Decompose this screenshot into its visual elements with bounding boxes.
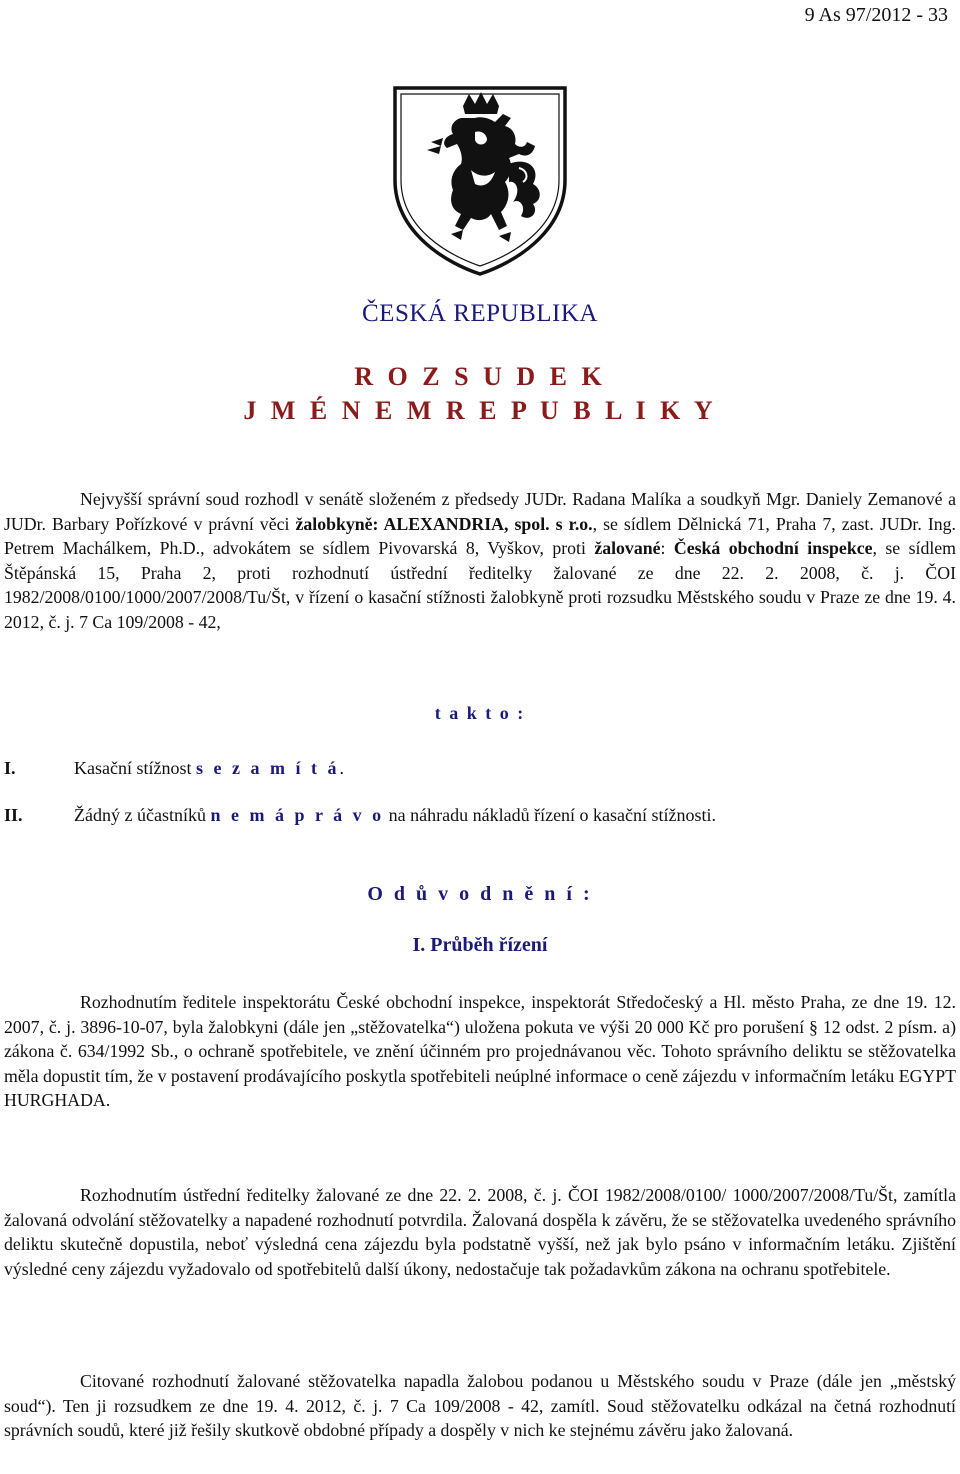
verdict-heading: t a k t o : xyxy=(434,703,526,723)
section-title: I. Průběh řízení xyxy=(412,934,548,956)
reasoning-paragraph: Rozhodnutím ústřední ředitelky žalované ze dne 22. 2. 2008, č. j. ČOI 1982/2008/0100/ 1000/2007/2008/Tu/Št, zamítla žalovaná odvolání stěžovatelky a napadené rozhodnutí potvrdila. Žalovaná dospěla k závěru, že se stěžovatelka uvedeného správního deliktu skutečně dopustila, neboť výsledná cena zájezdu byla podstatně vyšší, než jak bylo psáno v informačním letáku. Zjištění výsledné ceny zájezdu vyžadovalo od spotřebitelů další úkony, nedostačuje tak požadavkům zákona na ochranu spotřebitele. xyxy=(4,1185,956,1279)
verdict-text: . xyxy=(339,758,344,778)
verdict-decision: n e m á p r á v o xyxy=(210,805,385,825)
verdict-number: II. xyxy=(4,805,23,825)
verdict-text: na náhradu nákladů řízení o kasační stížnosti. xyxy=(384,805,717,825)
czech-lion-coat-of-arms-icon xyxy=(391,84,569,276)
document-subtitle: J M É N E M R E P U B L I K Y xyxy=(243,396,717,425)
verdict-text: Žádný z účastníků xyxy=(74,805,211,825)
verdict-text: Kasační stížnost xyxy=(74,758,196,778)
intro-text: Nejvyšší správní soud rozhodl v senátě složeném z předsedy JUDr. Radana Malíka a soudkyň Mgr. Daniely Zemanové a JUDr. Barbary Pořízkové v právní věci xyxy=(4,489,956,534)
reasoning-paragraph: Rozhodnutím ředitele inspektorátu České obchodní inspekce, inspektorát Středočeský a Hl. město Praha, ze dne 19. 12. 2007, č. j. 3896-10-07, byla žalobkyni (dále jen „stěžovatelka“) uložena pokuta ve výši 20 000 Kč pro porušení § 12 odst. 2 písm. a) zákona č. 634/1992 Sb., o ochraně spotřebitele, ve znění účinném pro projednávanou věc. Tohoto správního deliktu se stěžovatelka měla dopustit tím, že v postavení prodávajícího poskytla spotřebiteli neúplné informace o ceně zájezdu v informačním letáku EGYPT HURGHADA. xyxy=(4,992,957,1111)
reasoning-heading: O d ů v o d n ě n í : xyxy=(367,883,593,905)
verdict-item xyxy=(4,758,944,779)
verdict-decision: s e z a m í t á xyxy=(195,758,340,778)
intro-text: , se sídlem Dělnická 71, Praha 7, zast. JUDr. Ing. Petrem Machálkem, Ph.D., advokátem se sídlem Pivovarská 8, Vyškov, proti xyxy=(4,513,956,559)
verdict-item xyxy=(4,805,944,826)
defendant-name: Česká obchodní inspekce xyxy=(673,538,873,559)
country-title: ČESKÁ REPUBLIKA xyxy=(362,300,598,327)
verdict-number: I. xyxy=(4,758,16,778)
intro-paragraph xyxy=(4,487,956,635)
reasoning-paragraph: Citované rozhodnutí žalované stěžovatelka napadla žalobou podanou u Městského soudu v Praze (dále jen „městský soud“). Ten ji rozsudkem ze dne 19. 4. 2012, č. j. 7 Ca 109/2008 - 42, zamítl. Soud stěžovatelku odkázal na četná rozhodnutí správních soudů, které již řešily skutkově obdobné případy a dospěly v nich ke stejnému závěru jako žalovaná. xyxy=(4,1371,956,1441)
intro-text: : xyxy=(660,538,674,559)
defendant-label: žalované xyxy=(594,538,661,559)
page-number: 9 As 97/2012 - 33 xyxy=(804,4,948,26)
document-title: R O Z S U D E K xyxy=(354,362,606,391)
intro-text: , se sídlem Štěpánská 15, Praha 2, proti rozhodnutí ústřední ředitelky žalované ze dne 22. 2. 2008, č. j. ČOI 1982/2008/0100/1000/2007/2008/Tu/Št, v řízení o kasační stížnosti žalobkyně proti rozsudku Městského soudu v Praze ze dne 19. 4. 2012, č. j. 7 Ca 109/2008 - 42, xyxy=(4,538,956,632)
plaintiff-name: žalobkyně: ALEXANDRIA, spol. s r.o. xyxy=(295,513,593,534)
